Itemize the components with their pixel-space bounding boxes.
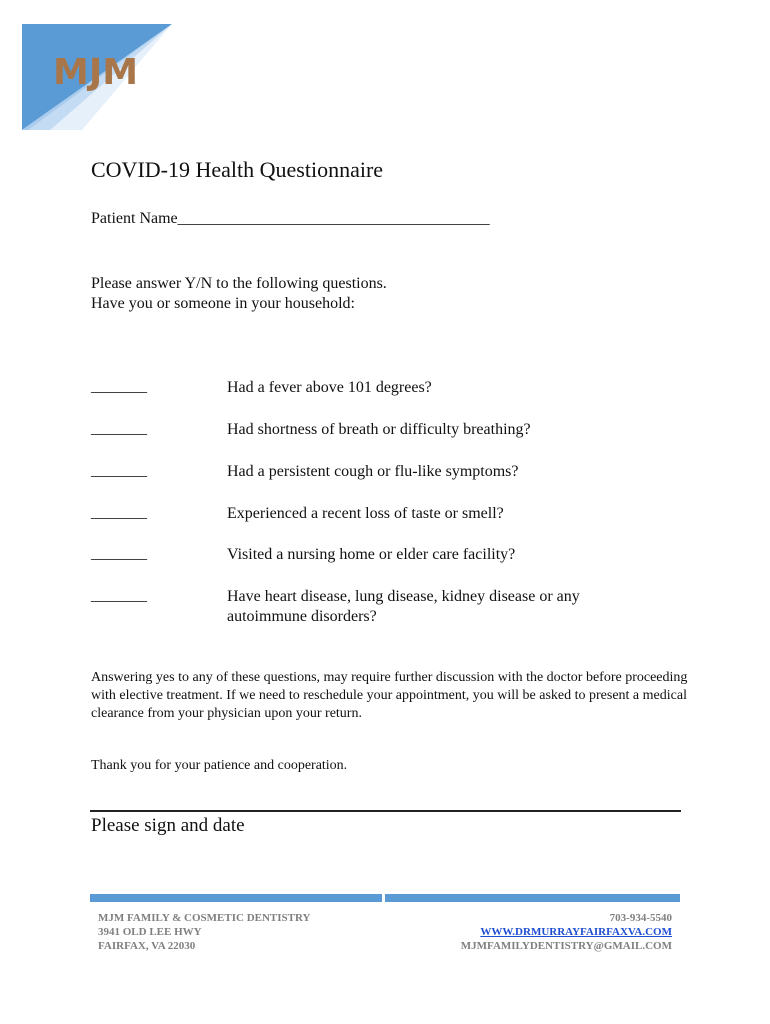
footer-divider-bar	[90, 894, 680, 902]
question-5: Visited a nursing home or elder care facility?	[227, 546, 516, 563]
question-1: Had a fever above 101 degrees?	[227, 379, 432, 396]
question-6: Have heart disease, lung disease, kidney disease or any autoimmune disorders?	[227, 588, 580, 625]
answer-blank-6[interactable]: _______	[91, 587, 147, 604]
instructions-line-1: Please answer Y/N to the following questions.	[91, 275, 387, 292]
footer-bar-gap	[382, 894, 385, 902]
footer-city: FAIRFAX, VA 22030	[98, 940, 196, 952]
instructions	[91, 274, 387, 314]
sign-and-date-label: Please sign and date	[91, 815, 245, 836]
footer-website-link[interactable]: WWW.DRMURRAYFAIRFAXVA.COM	[480, 926, 672, 938]
mjm-logo-text: MJM	[53, 52, 139, 93]
question-3: Had a persistent cough or flu-like symptoms?	[227, 463, 519, 480]
footer-contact	[461, 911, 672, 953]
question-2: Had shortness of breath or difficulty breathing?	[227, 421, 531, 438]
question-4: Experienced a recent loss of taste or smell?	[227, 505, 504, 522]
footer-email: MJMFAMILYDENTISTRY@GMAIL.COM	[460, 940, 672, 952]
thank-you-text: Thank you for your patience and cooperation.	[91, 758, 348, 773]
footer-street: 3941 OLD LEE HWY	[98, 926, 202, 938]
footer-phone: 703-934-5540	[609, 912, 672, 924]
footer-practice-name: MJM FAMILY & COSMETIC DENTISTRY	[98, 912, 311, 924]
page-title: COVID-19 Health Questionnaire	[91, 157, 384, 182]
answer-blank-4[interactable]: _______	[91, 504, 147, 521]
footer-address	[98, 911, 311, 953]
signature-line[interactable]	[90, 810, 681, 812]
clearance-note: Answering yes to any of these questions, may require further discussion with the doctor before proceeding with elective treatment. If we need to reschedule your appointment, you will be asked to present a medical clearance from your physician upon your return.	[91, 670, 688, 721]
answer-blank-1[interactable]: _______	[91, 378, 147, 395]
instructions-line-2: Have you or someone in your household:	[91, 295, 355, 312]
answer-blank-5[interactable]: _______	[91, 545, 147, 562]
answer-blank-3[interactable]: _______	[91, 462, 147, 479]
patient-name-field[interactable]: Patient Name_______________________________________	[91, 210, 490, 227]
answer-blank-2[interactable]: _______	[91, 420, 147, 437]
